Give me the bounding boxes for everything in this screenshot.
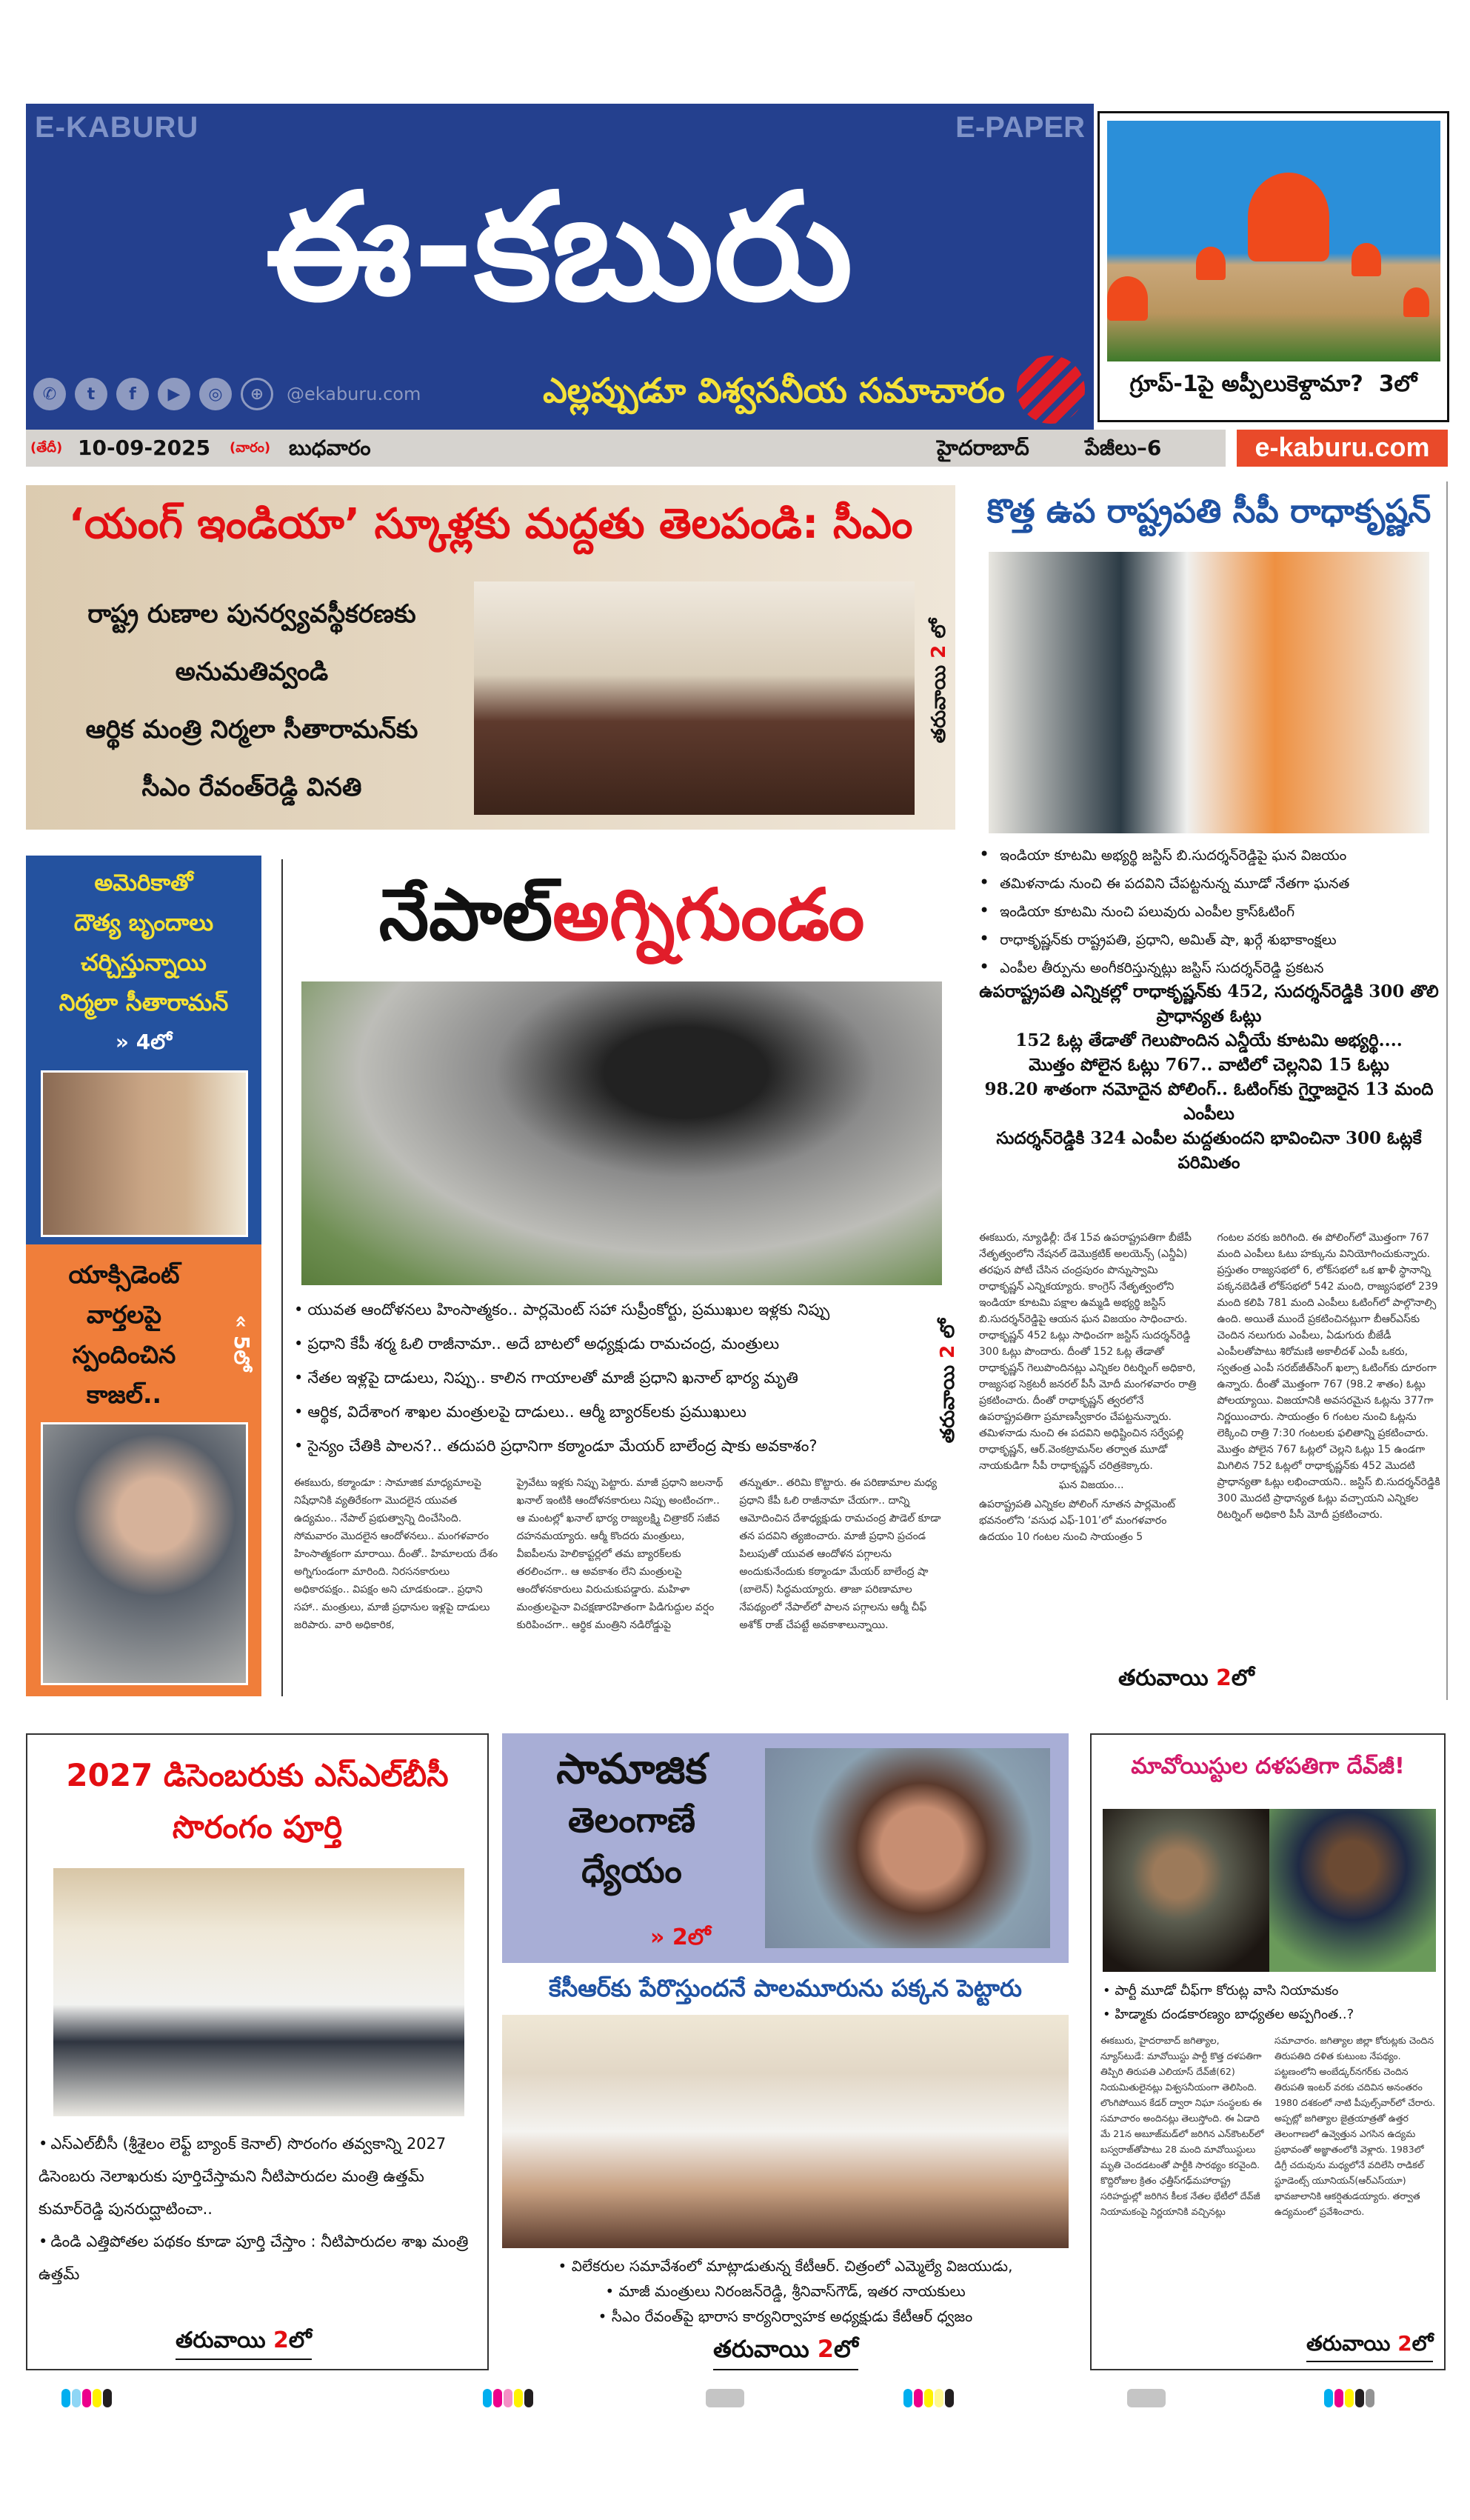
continued-marker[interactable]: తరువాయి 2లో — [713, 2335, 858, 2370]
vp-headline: కొత్త ఉప రాష్ట్రపతి సీపీ రాధాకృష్ణన్ — [986, 493, 1431, 530]
whatsapp-icon[interactable]: ✆ — [33, 378, 66, 410]
lead-headline: ‘యంగ్ ఇండియా’ స్కూళ్లకు మద్దతు తెలపండి: సీఎం — [68, 500, 913, 548]
body-text: ఉపరాష్ట్రపతి ఎన్నికల పోలింగ్ నూతన పార్లమెంట్ భవనంలోని ‘వసుధ ఎఫ్-101’లో మంగళవారం ఉదయం 10 గంటల నుంచి సాయంత్రం 5 — [979, 1499, 1175, 1543]
left-column — [26, 856, 261, 1696]
day-label: (వారం) — [230, 440, 271, 456]
page-count: పేజీలు–6 — [1085, 436, 1162, 460]
continued-marker[interactable]: తరువాయి 2లో — [1118, 1665, 1254, 1691]
teaser-box[interactable] — [1098, 111, 1449, 422]
cm-meeting-photo — [474, 581, 915, 815]
registration-mark — [483, 2389, 533, 2407]
color-swatch — [1334, 2389, 1343, 2407]
registration-mark — [1324, 2389, 1374, 2407]
color-swatch — [61, 2389, 70, 2407]
registration-gray-mark — [706, 2389, 744, 2407]
review-meeting-photo — [53, 1868, 464, 2116]
kavitha-headline: సామాజిక తెలంగాణే ధ్యేయం — [556, 1745, 707, 1890]
maoist-body — [1100, 2033, 1438, 2219]
list-item: • తమిళనాడు నుంచి ఈ పదవిని చేపట్టనున్న మూడో నేతగా ఘనత — [979, 869, 1442, 897]
list-item: • డిండి ఎత్తిపోతల పథకం కూడా పూర్తి చేస్తాం : నీటిపారుదల శాఖ మంత్రి ఉత్తమ్ — [39, 2225, 479, 2290]
kajal-headline: యాక్సిడెంట్ వార్తలపై స్పందించిన కాజల్.. — [68, 1260, 180, 1409]
newspaper-logo: ఈ-కబురు — [265, 161, 853, 334]
nepal-body — [294, 1474, 946, 1634]
tagline: ఎల్లప్పుడూ విశ్వసనీయ సమాచారం — [543, 370, 1005, 410]
list-item: • పార్టీ మూడో చీఫ్‌గా కోరుట్ల వాసి నియామకం — [1103, 1979, 1440, 2003]
color-swatch — [945, 2389, 954, 2407]
press-meet-photo — [502, 2015, 1069, 2248]
list-item: • ఆర్థిక, విదేశాంగ శాఖల మంత్రులపై దాడులు.. ఆర్మీ బ్యారక్‌లకు ప్రముఖులు — [294, 1395, 923, 1429]
color-swatch — [903, 2389, 912, 2407]
registration-gray-mark — [1127, 2389, 1166, 2407]
facebook-icon[interactable]: f — [116, 378, 149, 410]
color-swatch — [82, 2389, 91, 2407]
edition-city: హైదరాబాద్ — [937, 436, 1029, 460]
date-label: (తేదీ) — [30, 440, 63, 456]
color-swatch — [493, 2389, 502, 2407]
list-item: • ఎస్‌ఎల్‌బీసీ (శ్రీశైలం లెఫ్ట్ బ్యాంక్ కెనాల్) సొరంగం తవ్వకాన్ని 2027 డిసెంబరు నెలాఖరుకు పూర్తిచేస్తామని నీటిపారుదల మంత్రి ఉత్తమ్ కుమార్‌రెడ్డి పునరుద్ఘాటించా.. — [39, 2127, 479, 2225]
maoist-headline: మావోయిస్టుల దళపతిగా దేవ్‌జీ! — [1131, 1753, 1405, 1779]
issue-date: 10-09-2025 — [78, 436, 211, 460]
body-text: ఈకబురు, న్యూఢిల్లీ: దేశ 15వ ఉపరాష్ట్రపతిగా బీజేపీ నేతృత్వంలోని నేషనల్ డెమొక్రటిక్ అలయెన్స్ (ఎన్డీఏ) తరఫున పోటీ చేసిన చంద్రపురం పొన్నుస్వామి రాధాకృష్ణన్ ఎన్నికయ్యారు. కాంగ్రెస్ నేతృత్వంలోని ఇండియా కూటమి పక్షాల ఉమ్మడి అభ్యర్థి జస్టిస్ బి.సుదర్శన్‌రెడ్డిపై ఆయన ఘన విజయం సాధించారు. రాధాకృష్ణన్ 452 ఓట్లు సాధించగా జస్టిస్ సుదర్శన్‌రెడ్డి 300 ఓట్లు పొందారు. దీంతో 152 ఓట్ల తేడాతో రాధాకృష్ణన్ గెలుపొందినట్లు ఎన్నికల రిటర్నింగ్ అధికారి, రాజ్యసభ సెక్రటరీ జనరల్ పీసీ మోదీ మంగళవారం రాత్రి ప్రకటించారు. దీంతో రాధాకృష్ణన్ త్వరలోనే ఉపరాష్ట్రపతిగా ప్రమాణస్వీకారం చేపట్టనున్నారు. తమిళనాడు నుంచి ఈ పదవిని అధిష్టించిన సర్వేపల్లి రాధాకృష్ణన్, ఆర్.వెంకట్రామన్‌ల తర్వాత మూడో నాయకుడిగా సీపీ రాధాకృష్ణన్ చరిత్రకెక్కారు. — [979, 1232, 1197, 1472]
slbc-headline: 2027 డిసెంబరుకు ఎస్‌ఎల్‌బీసీ సొరంగం పూర్తి — [66, 1757, 449, 1845]
vp-key-facts: ఉపరాష్ట్రపతి ఎన్నికల్లో రాధాకృష్ణన్‌కు 452, సుదర్శన్‌రెడ్డికి 300 తొలి ప్రాధాన్యత ఓట్లు 152 ఓట్ల తేడాతో గెలుపొందిన ఎన్డీయే కూటమి అభ్యర్థి.... మొత్తం పోలైన ఓట్లు 767.. వాటిలో చెల్లనివి 15 ఓట్లు 98.20 శాతంగా నమోదైన పోలింగ్.. ఓటింగ్‌కు గైర్హాజరైన 13 మంది ఎంపీలు సుదర్శన్‌రెడ్డికి 324 ఎంపీల మద్దతుందని భావించినా 300 ఓట్లకే పరిమితం — [979, 981, 1439, 1173]
color-swatch — [504, 2389, 512, 2407]
color-swatch — [72, 2389, 81, 2407]
page-ref: » 2లో — [650, 1924, 711, 1950]
ktr-headline: కేసీఆర్‌కు పేరొస్తుందనే పాలమూరును పక్కన పెట్టారు — [549, 1974, 1022, 2002]
continued-marker[interactable]: తరువాయి 2లో — [176, 2327, 312, 2360]
color-swatch — [93, 2389, 101, 2407]
color-swatch — [1366, 2389, 1374, 2407]
body-text: ఈకబురు, హైదరాబాద్ జగిత్యాల, న్యూస్‌టుడే: మావోయిస్టు పార్టీ కొత్త దళపతిగా తిప్పిరి తిరుపతి ఎలియాస్ దేవ్‌జీ(62) నియమితులైనట్లు విశ్వసనీయంగా తెలిసింది. లొంగిపోయిన కేడర్ ద్వారా నిఘా సంస్థలకు ఈ సమాచారం అందినట్లు తెలుస్తోంది. ఈ ఏడాది మే 21న అబూజ్‌మడ్‌లో జరిగిన ఎన్‌కౌంటర్‌లో బస్వరాజ్‌తోపాటు 28 మంది మావోయిస్టులు మృతి చెందడటంతో పార్టీకి సారథ్యం కరవైంది. కొద్దిరోజుల క్రితం ఛత్తీస్‌గఢ్‌మహారాష్ట్ర సరిహద్దుల్లో జరిగిన కీలక నేతల భేటీలో దేవ్‌జీ నియామకంపై నిర్ణయానికి వచ్చినట్లు — [1100, 2035, 1264, 2217]
maoist-bullets — [1103, 1979, 1440, 2027]
leader-photo-left — [1103, 1809, 1269, 1972]
list-item: • రాధాకృష్ణన్‌కు రాష్ట్రపతి, ప్రధాని, అమిత్ షా, ఖర్గే శుభాకాంక్షలు — [979, 925, 1442, 953]
slbc-bullets — [39, 2127, 479, 2290]
website-link[interactable]: e-kaburu.com — [1237, 430, 1448, 467]
lead-subheads: రాష్ట్ర రుణాల పునర్వ్యవస్థీకరణకు అనుమతివ్వండి ఆర్థిక మంత్రి నిర్మలా సీతారామన్‌కు సీఎం రేవంత్‌రెడ్డి వినతి — [85, 599, 418, 802]
color-swatch — [103, 2389, 112, 2407]
twitter-icon[interactable]: t — [75, 378, 107, 410]
leader-photo-right — [1269, 1809, 1436, 1972]
globe-logo-icon — [1017, 356, 1085, 424]
color-swatch — [514, 2389, 523, 2407]
nepal-bullets — [294, 1293, 923, 1463]
high-court-photo — [1107, 121, 1440, 361]
color-swatch — [1324, 2389, 1333, 2407]
body-text: ఈకబురు, కఠ్మాండూ : సామాజిక మాధ్యమాలపై నిషేధానికి వ్యతిరేకంగా మొదలైన యువత ఉద్యమం.. నేపాల్ ప్రభుత్వాన్ని దించేసింది. సోమవారం మొదలైన ఆందోళనలు.. మంగళవారం హింసాత్మకంగా మారాయి. దీంతో.. హిమాలయ దేశం అగ్నిగుండంగా మారింది. నిరసనకారులు అధికారపక్షం.. విపక్షం అని చూడకుండా.. ప్రధాని సహా.. మంత్రులు, మాజీ ప్రధానుల ఇళ్లపై దాడులు జరిపారు. వారి అధికారిక, — [294, 1477, 498, 1631]
nepal-headline: నేపాల్అగ్నిగుండం — [378, 873, 865, 956]
registration-mark — [61, 2389, 112, 2407]
registration-mark — [903, 2389, 954, 2407]
list-item: • యువత ఆందోళనలు హింసాత్మకం.. పార్లమెంట్ సహా సుప్రీంకోర్టు, ప్రముఖుల ఇళ్లకు నిప్పు — [294, 1293, 923, 1327]
vp-body — [979, 1230, 1442, 1545]
edition-label: E-PAPER — [955, 111, 1085, 144]
nepal-story[interactable] — [281, 859, 959, 1696]
body-text: తన్నుతూ.. తరిమి కొట్టారు. ఈ పరిణామాల మధ్య ప్రధాని కేపీ ఓలి రాజీనామా చేయగా.. దాన్ని ఆమోదించిన దేశాధ్యక్షుడు రామచంద్ర పౌడెల్ కూడా తన పదవిని త్యజించారు. మాజీ ప్రధాని ప్రచండ పిలుపుతో యువత ఆందోళన పగ్గాలను అందుకునేందుకు కఠ్మాండూ మేయర్ బాలేంద్ర షా (బాలెన్) సిద్ధమయ్యారు. తాజా పరిణామాల నేపథ్యంలో నేపాల్‌లో పాలన పగ్గాలను ఆర్మీ చీఫ్ అశోక్ రాజ్ చేపట్టే అవకాశాలున్నాయి. — [739, 1477, 941, 1631]
color-swatch — [935, 2389, 943, 2407]
list-item: • ప్రధాని కేపీ శర్మ ఓలి రాజీనామా.. అదే బాటలో అధ్యక్షుడు రామచంద్ర, మంత్రులు — [294, 1327, 923, 1361]
nirmala-box[interactable] — [26, 856, 261, 1244]
teaser-page-ref: 3లో — [1378, 371, 1417, 397]
masthead — [26, 104, 1094, 430]
page-ref: « 5లో — [230, 1315, 254, 1372]
issue-day: బుధవారం — [289, 436, 371, 460]
body-text: సమాచారం. జగిత్యాల జిల్లా కోరుట్లకు చెందిన తిరుపతిది దళిత కుటుంబ నేపథ్యం. పట్టణంలోని అంబేడ్కర్‌నగర్‌కు చెందిన తిరుపతి ఇంటర్ వరకు చదివిన అనంతరం 1980 దశకంలో నాటి పీపుల్స్‌వార్‌లో చేరారు. అప్పట్లో జగిత్యాల జైత్రయాత్రతో ఉత్తర తెలంగాణలో ఉవ్వెత్తున ఎగసిన ఉద్యమ ప్రభావంతో అజ్ఞాతంలోకి వెళ్లారు. 1983లో డిగ్రీ చదువును మధ్యలోనే వదిలేసి రాడికల్ స్టూడెంట్స్ యూనియన్(ఆర్‌ఎస్‌యూ) భావజాలానికి ఆకర్షితుడయ్యారు. తర్వాత ఉద్యమంలో ప్రవేశించారు. — [1274, 2035, 1436, 2217]
list-item: • సీఎం రేవంత్‌పై భారాస కార్యనిర్వాహక అధ్యక్షుడు కేటీఆర్ ధ్వజం — [502, 2304, 1069, 2329]
modi-radhakrishnan-photo — [989, 552, 1429, 833]
continued-marker[interactable]: తరువాయి 2 లో — [928, 619, 950, 744]
list-item: • ఎంపీల తీర్పును అంగీకరిస్తున్నట్లు జస్టిస్ సుదర్శన్‌రెడ్డి ప్రకటన — [979, 953, 1442, 981]
instagram-icon[interactable]: ◎ — [199, 378, 232, 410]
kajal-photo — [41, 1422, 248, 1685]
globe-icon[interactable]: ⊕ — [241, 378, 273, 410]
list-item: • మాజీ మంత్రులు నిరంజన్‌రెడ్డి, శ్రీనివాస్‌గౌడ్, ఇతర నాయకులు — [502, 2279, 1069, 2304]
maoist-story[interactable] — [1090, 1733, 1446, 2370]
list-item: • హిడ్మాకు దండకారణ్యం బాధ్యతల అప్పగింత..? — [1103, 2003, 1440, 2027]
social-handle[interactable]: @ekaburu.com — [287, 384, 421, 404]
color-swatch — [524, 2389, 533, 2407]
body-text: గంటల వరకు జరిగింది. ఈ పోలింగ్‌లో మొత్తంగా 767 మంది ఎంపీలు ఓటు హక్కును వినియోగించుకున్నారు. ప్రస్తుతం రాజ్యసభలో 6, లోక్‌సభలో ఒక ఖాళీ స్థానాన్ని పక్కనబెడితే లోక్‌సభలో 542 మంది, రాజ్యసభలో 239 మంది కలిపి 781 మంది ఎంపీలు ఓటింగ్‌లో పాల్గొనాల్సి ఉంది. అయితే ముందే ప్రకటించినట్లుగా బీఆర్‌ఎస్‌కు చెందిన నలుగురు ఎంపీలు, ఏడుగురు బీజేడీ ఎంపీలతోపాటు శిరోమణి అకాలీదళ్ ఎంపీ ఒకరు, స్వతంత్ర ఎంపీ సరబ్‌జీత్‌సింగ్ ఖల్సా ఓటింగ్‌కు దూరంగా ఉన్నారు. దీంతో మొత్తంగా 767 (98.2 శాతం) ఓట్లు పోలయ్యాయి. విజయానికి అవసరమైన ఓట్లను 377గా నిర్ణయించారు. సాయంత్రం 6 గంటల నుంచి ఓట్లను లెక్కించి రాత్రి 7:30 గంటలకు ఫలితాన్ని ప్రకటించారు. మొత్తం పోలైన 767 ఓట్లలో చెల్లని ఓట్లు 15 ఉండగా మిగిలిన 752 ఓట్లలో రాధాకృష్ణన్‌కు 452 మొదటి ప్రాధాన్యతా ఓట్లు లభించాయని.. జస్టిస్ బి.సుదర్శన్‌రెడ్డికి 300 మొదటి ప్రాధాన్యత ఓట్లు వచ్చాయని ఎన్నికల రిటర్నింగ్ అధికారి పీసీ మోదీ ప్రకటించారు. — [1217, 1232, 1440, 1521]
nirmala-headline: అమెరికాతో దౌత్య బృందాలు చర్చిస్తున్నాయి నిర్మలా సీతారామన్ — [59, 870, 229, 1016]
continued-marker[interactable]: తరువాయి 2లో — [1306, 2331, 1433, 2362]
nirmala-photo — [41, 1070, 248, 1237]
color-swatch — [914, 2389, 923, 2407]
teaser-caption: గ్రూప్-1పై అప్పీలుకెళ్దామా? 3లో — [1129, 371, 1417, 397]
list-item: • సైన్యం చేతికి పాలన?.. తదుపరి ప్రధానిగా కఠ్మాండూ మేయర్ బాలేంద్ర షాకు అవకాశం? — [294, 1429, 923, 1463]
list-item: • విలేకరుల సమావేశంలో మాట్లాడుతున్న కేటీఆర్. చిత్రంలో ఎమ్మెల్యే విజయుడు, — [502, 2253, 1069, 2279]
social-links — [33, 378, 421, 410]
list-item: • ఇండియా కూటమి అభ్యర్థి జస్టిస్ బి.సుదర్శన్‌రెడ్డిపై ఘన విజయం — [979, 841, 1442, 869]
kajal-box[interactable] — [26, 1244, 261, 1696]
brand-en: E-KABURU — [35, 111, 199, 144]
youtube-icon[interactable]: ▶ — [158, 378, 190, 410]
list-item: • ఇండియా కూటమి నుంచి పలువురు ఎంపీల క్రాస్‌ఓటింగ్ — [979, 897, 1442, 925]
continued-marker[interactable]: తరువాయి 2 లో — [937, 1319, 959, 1444]
body-text: ప్రైవేటు ఇళ్లకు నిప్పు పెట్టారు. మాజీ ప్రధాని జలనాథ్ ఖనాల్ ఇంటికి ఆందోళనకారులు నిప్పు అంటించగా.. ఆ మంటల్లో ఖనాల్ భార్య రాజ్యలక్ష్మి చిత్రాకర్ సజీవ దహనమయ్యారు. ఆర్మీ కొందరు మంత్రులు, వీఐపీలను హెలికాప్టర్లలో తమ బ్యారక్‌లకు తరలించగా.. ఆ అవకాశం లేని మంత్రులపై ఆందోళనకారులు విరుచుకుపడ్డారు. మహిళా మంత్రులపైనా విచక్షణారహితంగా పిడిగుద్దుల వర్షం కురిపించగా.. ఆర్థిక మంత్రిని నడిరోడ్డుపై — [516, 1477, 724, 1631]
color-swatch — [1345, 2389, 1354, 2407]
ktr-bullets — [502, 2253, 1069, 2329]
date-strip — [26, 430, 1226, 467]
vp-bullets — [979, 841, 1442, 981]
color-swatch — [924, 2389, 933, 2407]
color-swatch — [483, 2389, 492, 2407]
lead-story[interactable] — [26, 485, 955, 830]
kavitha-photo — [765, 1748, 1050, 1948]
slbc-story[interactable] — [26, 1733, 489, 2370]
page-ref: » 4లో — [115, 1030, 173, 1054]
nepal-parliament-fire-photo — [301, 981, 942, 1285]
ktr-story[interactable] — [502, 1970, 1069, 2374]
color-swatch — [1355, 2389, 1364, 2407]
body-subhead: ఘన విజయం... — [1058, 1479, 1124, 1491]
kavitha-box[interactable] — [502, 1733, 1069, 1963]
list-item: • నేతల ఇళ్లపై దాడులు, నిప్పు.. కాలిన గాయాలతో మాజీ ప్రధాని ఖనాల్ భార్య మృతి — [294, 1361, 923, 1395]
vice-president-story[interactable] — [970, 481, 1448, 1700]
